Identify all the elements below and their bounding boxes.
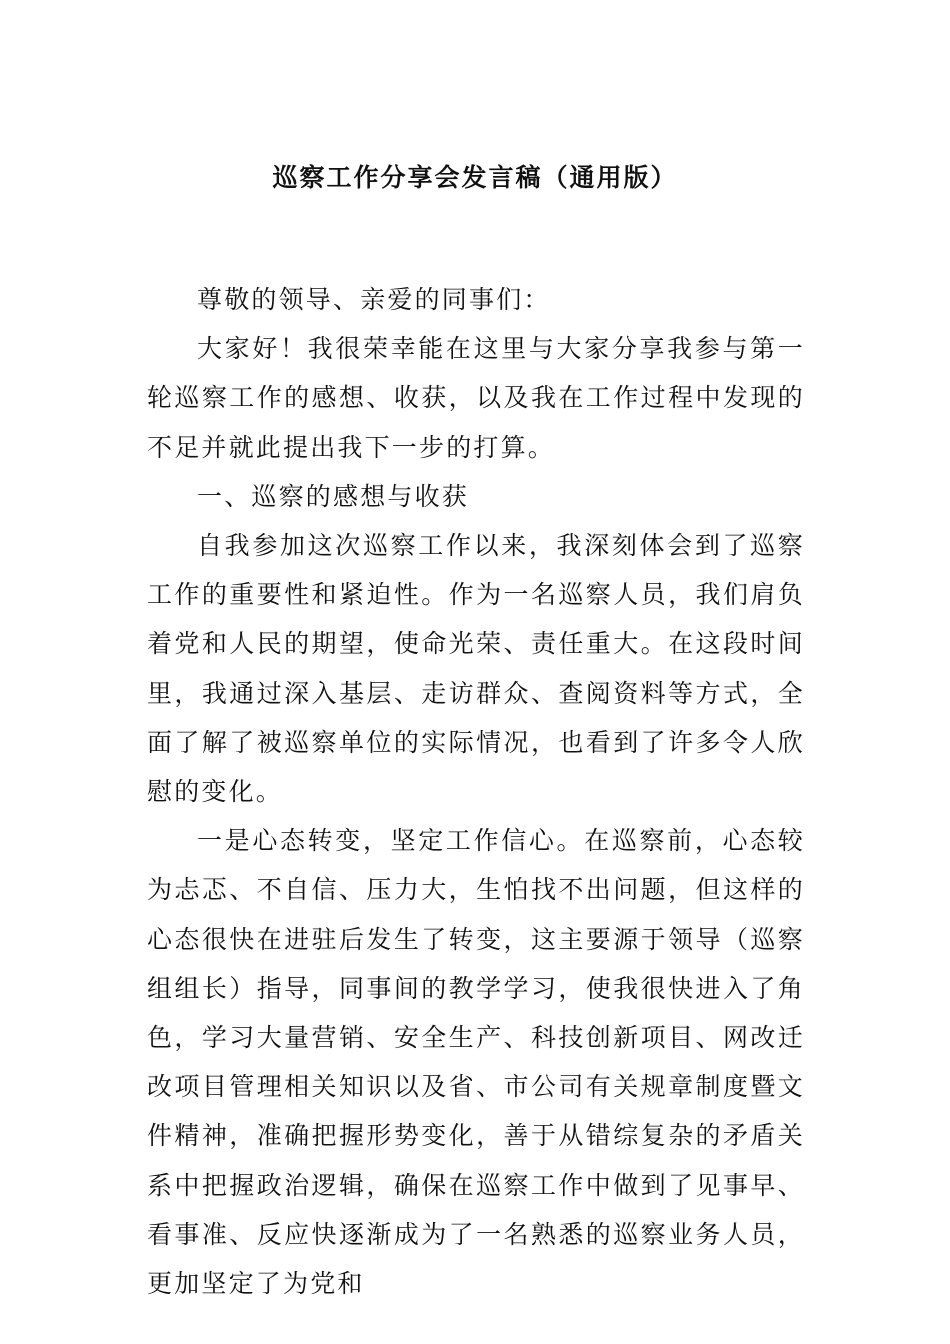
document-body: [147, 275, 805, 1308]
greeting-paragraph: 大家好！我很荣幸能在这里与大家分享我参与第一轮巡察工作的感想、收获，以及我在工作过程中发现的不足并就此提出我下一步的打算。: [147, 334, 805, 462]
salutation-paragraph: 尊敬的领导、亲爱的同事们：: [197, 285, 551, 314]
document-title: 巡察工作分享会发言稿（通用版）: [272, 163, 678, 192]
section-heading: 一、巡察的感想与收获: [197, 481, 470, 511]
body-paragraph: 自我参加这次巡察工作以来，我深刻体会到了巡察工作的重要性和紧迫性。作为一名巡察人员，我们肩负着党和人民的期望，使命光荣、责任重大。在这段时间里，我通过深入基层、走访群众、查阅资料等方式，全面了解了被巡察单位的实际情况，也看到了许多令人欣慰的变化。: [147, 531, 805, 807]
body-paragraph: 一是心态转变，坚定工作信心。在巡察前，心态较为忐忑、不自信、压力大，生怕找不出问题，但这样的心态很快在进驻后发生了转变，这主要源于领导（巡察组组长）指导，同事间的教学学习，使我很快进入了角色，学习大量营销、安全生产、科技创新项目、网改迁改项目管理相关知识以及省、市公司有关规章制度暨文件精神，准确把握形势变化，善于从错综复杂的矛盾关系中把握政治逻辑，确保在巡察工作中做到了见事早、看事准、反应快逐渐成为了一名熟悉的巡察业务人员，更加坚定了为党和: [147, 826, 805, 1299]
